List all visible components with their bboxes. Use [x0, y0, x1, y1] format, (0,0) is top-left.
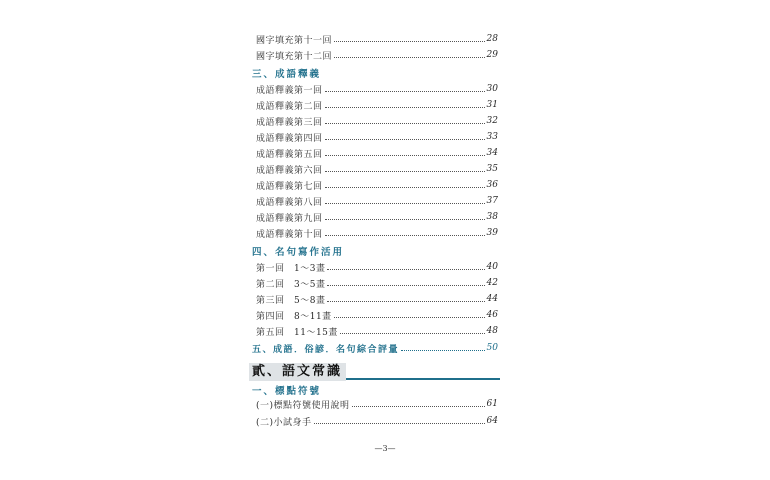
toc-row[interactable]	[256, 275, 498, 291]
toc-row-page: 29	[486, 50, 498, 60]
toc-row-label: 成語釋義第二回	[256, 101, 323, 112]
toc-row[interactable]	[256, 97, 498, 113]
leader-dots	[401, 350, 485, 351]
toc-row-label: 第二回 3～5畫	[256, 279, 326, 290]
toc-row-page: 48	[486, 326, 498, 336]
toc-row[interactable]	[256, 396, 498, 412]
leader-dots	[325, 155, 485, 156]
toc-row-label: 第一回 1～3畫	[256, 263, 326, 274]
leader-dots	[334, 317, 485, 318]
toc-row[interactable]	[256, 47, 498, 63]
toc-row-label: 成語釋義第三回	[256, 117, 323, 128]
toc-row-page: 40	[486, 262, 498, 272]
toc-row-label: 成語釋義第八回	[256, 197, 323, 208]
toc-row-label: 第四回 8～11畫	[256, 311, 332, 322]
toc-row-page: 44	[486, 294, 498, 304]
toc-row-label: 國字填充第十二回	[256, 51, 333, 62]
toc-row-label: 五、成語．俗諺．名句綜合評量	[252, 344, 400, 355]
toc-row-label: 第五回 11～15畫	[256, 327, 338, 338]
toc-row[interactable]	[256, 129, 498, 145]
toc-row-label: 成語釋義第六回	[256, 165, 323, 176]
toc-row-label: 成語釋義第四回	[256, 133, 323, 144]
toc-row[interactable]	[256, 209, 498, 225]
toc-row[interactable]	[256, 81, 498, 97]
leader-dots	[325, 139, 485, 140]
toc-row-label: (一)標點符號使用說明	[256, 400, 350, 411]
toc-row-page: 39	[486, 228, 498, 238]
toc-row[interactable]	[256, 177, 498, 193]
toc-row-page: 38	[486, 212, 498, 222]
leader-dots	[325, 235, 485, 236]
toc-row[interactable]	[256, 31, 498, 47]
toc-row-page: 42	[486, 278, 498, 288]
leader-dots	[325, 203, 485, 204]
leader-dots	[327, 269, 484, 270]
toc-row[interactable]	[256, 145, 498, 161]
toc-row-page: 35	[486, 164, 498, 174]
toc-row-label: 成語釋義第五回	[256, 149, 323, 160]
leader-dots	[352, 406, 485, 407]
toc-row-page: 30	[486, 84, 498, 94]
toc-row-page: 64	[486, 416, 498, 426]
toc-row-page: 32	[486, 116, 498, 126]
section-heading: 三、成語釋義	[252, 69, 322, 80]
toc-row-section5[interactable]	[252, 340, 498, 356]
leader-dots	[314, 423, 485, 424]
toc-row-page: 28	[486, 34, 498, 44]
toc-row-page: 50	[486, 343, 498, 353]
leader-dots	[334, 41, 485, 42]
leader-dots	[334, 57, 485, 58]
page-number: —3—	[374, 444, 396, 453]
leader-dots	[325, 187, 485, 188]
toc-row-page: 37	[486, 196, 498, 206]
leader-dots	[325, 219, 485, 220]
toc-row-label: 成語釋義第一回	[256, 85, 323, 96]
toc-row-page: 46	[486, 310, 498, 320]
toc-row-label: 國字填充第十一回	[256, 35, 333, 46]
toc-row-label: 成語釋義第七回	[256, 181, 323, 192]
toc-row-page: 61	[486, 399, 498, 409]
toc-row-page: 33	[486, 132, 498, 142]
toc-row-label: 成語釋義第十回	[256, 229, 323, 240]
toc-row[interactable]	[256, 161, 498, 177]
toc-row-page: 34	[486, 148, 498, 158]
toc-row-page: 36	[486, 180, 498, 190]
toc-row[interactable]	[256, 307, 498, 323]
part-title: 貳、語文常識	[249, 363, 346, 381]
toc-row[interactable]	[256, 193, 498, 209]
toc-row[interactable]	[256, 113, 498, 129]
part-title-bar	[249, 360, 500, 380]
toc-row[interactable]	[256, 323, 498, 339]
leader-dots	[327, 285, 484, 286]
toc-row-label: 成語釋義第九回	[256, 213, 323, 224]
section-heading: 四、名句寫作活用	[252, 247, 345, 258]
leader-dots	[340, 333, 485, 334]
leader-dots	[325, 171, 485, 172]
leader-dots	[325, 107, 485, 108]
toc-row-label: 第三回 5～8畫	[256, 295, 326, 306]
leader-dots	[327, 301, 484, 302]
toc-row[interactable]	[256, 291, 498, 307]
toc-row-label: (二)小試身手	[256, 417, 312, 428]
leader-dots	[325, 91, 485, 92]
leader-dots	[325, 123, 485, 124]
toc-row-page: 31	[486, 100, 498, 110]
toc-row[interactable]	[256, 259, 498, 275]
toc-row[interactable]	[256, 413, 498, 429]
section-heading: 一、標點符號	[252, 386, 322, 397]
toc-row[interactable]	[256, 225, 498, 241]
